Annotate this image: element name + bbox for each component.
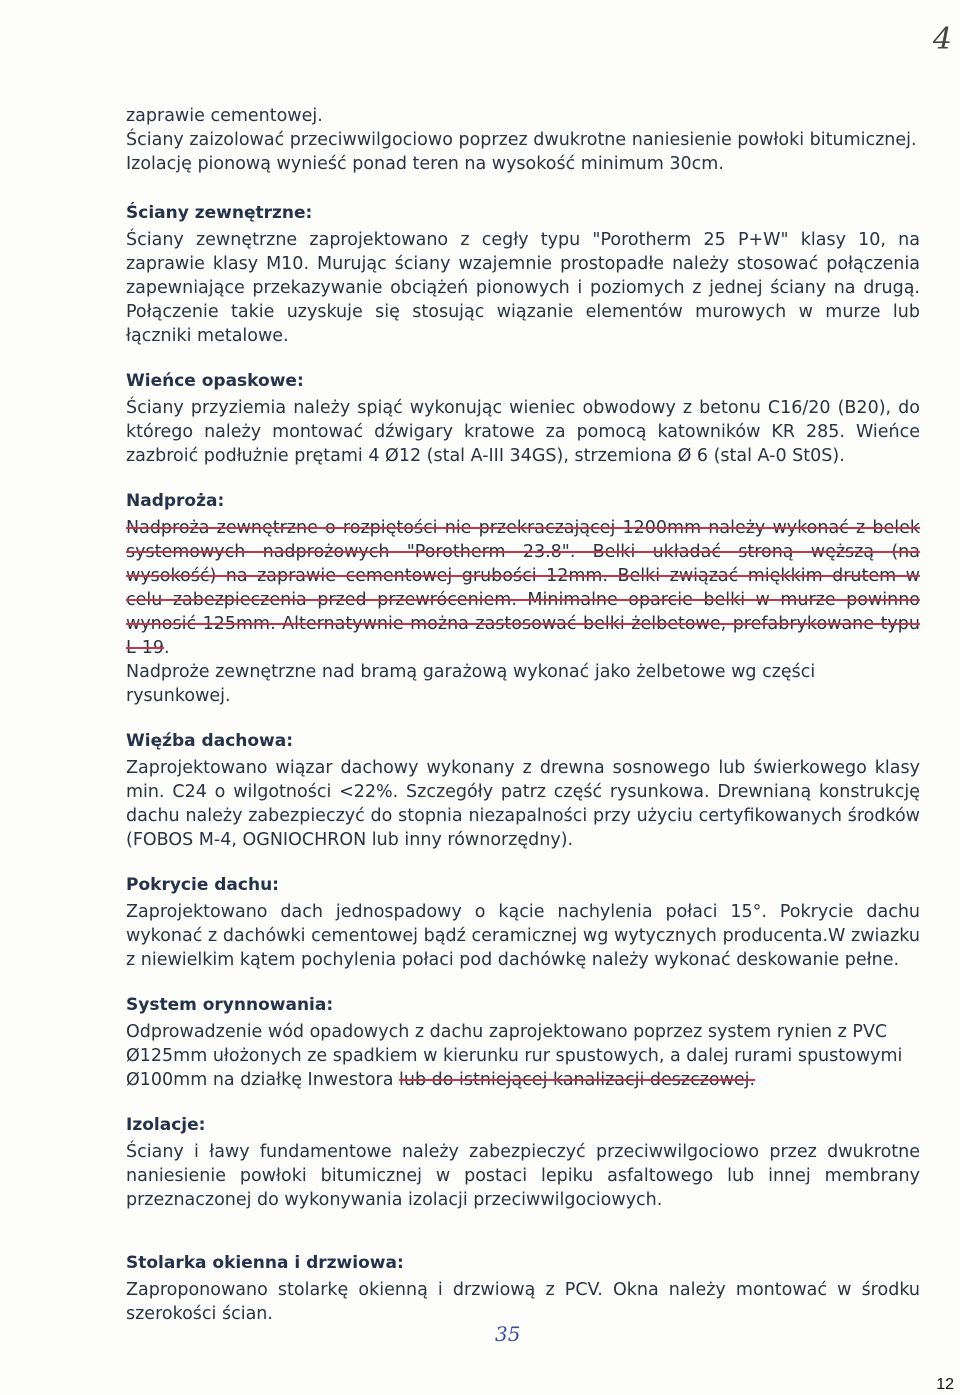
- section-izolacje: [126, 1114, 920, 1212]
- section-heading: Pokrycie dachu:: [126, 875, 279, 895]
- section-text: Ściany przyziemia należy spiąć wykonując wieniec obwodowy z betonu C16/20 (B20), do którego należy montować dźwigary kratowe za pomocą katowników KR 285. Wieńce zazbroić podłużnie prętami 4 Ø12 (stal A-III 34GS), strzemiona Ø 6 (stal A-0 St0S).: [126, 398, 920, 466]
- struck-text: Nadproża zewnętrzne o rozpiętości nie przekraczającej 1200mm należy wykonać z belek systemowych nadprożowych "Porotherm 23.8". Belki układać stroną węższą (na wysokość) na zaprawie cementowej grubości 12mm. Belki związać miękkim drutem w celu zabezpieczenia przed przewróceniem. Minimalne oparcie belki w murze powinno wynosić 125mm. Alternatywnie można zastosować belki żelbetowe, prefabrykowane typu L-19: [126, 518, 920, 658]
- intro-line: Ściany zaizolować przeciwwilgociowo poprzez dwukrotne naniesienie powłoki bitumicznej.: [126, 130, 917, 150]
- intro-line: Izolację pionową wynieść ponad teren na wysokość minimum 30cm.: [126, 154, 724, 174]
- section-heading: Stolarka okienna i drzwiowa:: [126, 1253, 404, 1273]
- section-heading: Ściany zewnętrzne:: [126, 203, 313, 223]
- section-wiezba: [126, 730, 920, 852]
- handwritten-page-mark: 4: [932, 22, 952, 57]
- section-text: Odprowadzenie wód opadowych z dachu zaprojektowano poprzez system rynien z PVC Ø125mm ułożonych ze spadkiem w kierunku rur spustowych, a dalej rurami spustowymi Ø100mm na działkę Inwestora: [126, 1022, 903, 1090]
- section-text: Ściany zewnętrzne zaprojektowano z cegły typu "Porotherm 25 P+W" klasy 10, na zaprawie klasy M10. Murując ściany wzajemnie prostopadłe należy stosować połączenia zapewniające przekazywanie obciążeń pionowych i poziomych z jednej ściany na drugą. Połączenie takie uzyskuje się stosując wiązanie elementów murowych w murze lub łączniki metalowe.: [126, 230, 920, 346]
- section-text: Ściany i ławy fundamentowe należy zabezpieczyć przeciwwilgociowo przez dwukrotne naniesienie powłoki bitumicznej w postaci lepiku asfaltowego lub innej membrany przeznaczonej do wykonywania izolacji przeciwwilgociowych.: [126, 1142, 920, 1210]
- section-pokrycie: [126, 874, 920, 972]
- section-heading: Wieńce opaskowe:: [126, 371, 304, 391]
- section-heading: Nadproża:: [126, 491, 225, 511]
- handwritten-sheet-number: 35: [495, 1322, 521, 1346]
- section-text: Zaprojektowano wiązar dachowy wykonany z drewna sosnowego lub świerkowego klasy min. C24 o wilgotności <22%. Szczegóły patrz część rysunkowa. Drewnianą konstrukcję dachu należy zabezpieczyć do stopnia niezapalności przy użyciu certyfikowanych środków (FOBOS M-4, OGNIOCHRON lub inny równorzędny).: [126, 758, 920, 850]
- document-body: [126, 104, 920, 1348]
- section-text: Zaproponowano stolarkę okienną i drzwiową z PCV. Okna należy montować w środku szerokości ścian.: [126, 1280, 920, 1324]
- section-text: Nadproże zewnętrzne nad bramą garażową wykonać jako żelbetowe wg części rysunkowej.: [126, 662, 816, 706]
- intro-text: [126, 104, 920, 176]
- section-heading: System orynnowania:: [126, 995, 334, 1015]
- section-rynny: [126, 994, 920, 1092]
- section-heading: Więźba dachowa:: [126, 731, 294, 751]
- struck-text: lub do istniejącej kanalizacji deszczowej.: [399, 1070, 756, 1090]
- section-sciany: [126, 202, 920, 348]
- intro-section: [126, 104, 920, 176]
- section-heading: Izolacje:: [126, 1115, 206, 1135]
- page-number: 12: [936, 1376, 954, 1393]
- struck-tail-punctuation: .: [164, 638, 170, 658]
- intro-line: zaprawie cementowej.: [126, 106, 323, 126]
- section-wience: [126, 370, 920, 468]
- section-nadproza: [126, 490, 920, 708]
- section-text-block: [126, 1020, 920, 1092]
- section-text: Zaprojektowano dach jednospadowy o kącie nachylenia połaci 15°. Pokrycie dachu wykonać z dachówki cementowej bądź ceramicznej wg wytycznych producenta.W zwiazku z niewielkim kątem pochylenia połaci pod dachówkę należy wykonać deskowanie pełne.: [126, 902, 920, 970]
- section-stolarka: [126, 1252, 920, 1326]
- section-text-struck-block: [126, 516, 920, 660]
